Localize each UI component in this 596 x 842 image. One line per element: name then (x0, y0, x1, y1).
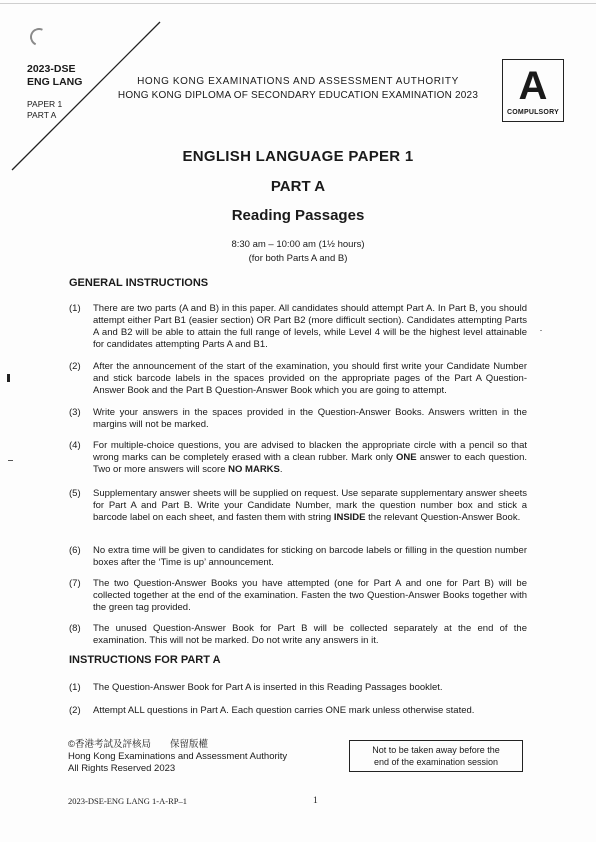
instruction-item (69, 545, 527, 569)
paper-title: ENGLISH LANGUAGE PAPER 1 (182, 148, 414, 165)
instruction-text: Attempt ALL questions in Part A. Each question carries ONE mark unless otherwise stated. (93, 705, 475, 716)
instruction-text (93, 440, 527, 476)
paper-code-subject: ENG LANG (27, 76, 83, 88)
instruction-text-part: . (279, 464, 283, 475)
instruction-item (69, 623, 527, 647)
time-range: 8:30 am – 10:00 am (1½ hours) (231, 239, 365, 250)
copyright-block (68, 739, 287, 775)
notice-line: Not to be taken away before the (372, 745, 500, 755)
instruction-number: (2) (69, 361, 81, 372)
paper-label: PAPER 1 (27, 99, 63, 109)
instruction-text: After the announcement of the start of the examination, you should first write your Candidate Number and stick barcode labels in the spaces provided on the appropriate pages of the Part A Question-Answer Book and the Part B Question-Answer Book which you are going to attempt. (93, 361, 527, 396)
instruction-item (69, 440, 527, 476)
instruction-item (69, 578, 527, 614)
paper-code-year: 2023-DSE (27, 63, 76, 75)
notice-line: end of the examination session (373, 757, 499, 767)
instruction-text-part: For multiple-choice questions, you are advised to blacken the appropriate circle with a pencil so that wrong marks can be completely erased with a clean rubber. Mark only (93, 440, 527, 463)
instruction-text (93, 488, 527, 524)
section-title: Reading Passages (231, 207, 365, 224)
instruction-item (69, 361, 527, 397)
compulsory-label: COMPULSORY (507, 109, 559, 116)
authority-block (98, 75, 498, 103)
document-code: 2023-DSE-ENG LANG 1-A-RP–1 (68, 796, 187, 806)
instruction-number: (1) (69, 682, 81, 693)
scan-mark (7, 374, 10, 382)
emphasis-no-marks: NO MARKS (228, 464, 280, 475)
exam-name: HONG KONG DIPLOMA OF SECONDARY EDUCATION EXAMINATION 2023 (117, 90, 479, 101)
instruction-item (69, 303, 527, 351)
instruction-item (69, 407, 527, 431)
general-instructions-heading: GENERAL INSTRUCTIONS (69, 277, 209, 289)
instruction-number: (1) (69, 303, 81, 314)
page-number: 1 (313, 796, 318, 806)
emphasis-inside: INSIDE (333, 512, 366, 523)
copyright-rights: All Rights Reserved 2023 (68, 763, 176, 774)
part-letter: A (518, 64, 548, 108)
instruction-number: (7) (69, 578, 81, 589)
paper-code (27, 63, 82, 89)
part-a-instruction-item (69, 705, 527, 717)
instruction-text: There are two parts (A and B) in this paper. All candidates should attempt Part A. In Part B, you should attempt either Part B1 (easier section) OR Part B2 (more difficult section). Candidates attempting Parts A and B2 will be able to attain the full range of levels, while Level 4 will be the highest level attainable for candidates attempting Parts A and B1. (93, 303, 527, 350)
instruction-number: (3) (69, 407, 81, 418)
scan-mark (540, 330, 542, 331)
instruction-number: (4) (69, 440, 81, 451)
instruction-number: (8) (69, 623, 81, 634)
exam-time (0, 238, 596, 266)
instruction-number: (6) (69, 545, 81, 556)
instruction-text: No extra time will be given to candidates for sticking on barcode labels or filling in the question number boxes after the ‘Time is up’ announcement. (93, 545, 527, 568)
take-away-notice-box (349, 740, 523, 772)
part-title: PART A (270, 178, 326, 195)
part-a-instructions-heading: INSTRUCTIONS FOR PART A (69, 654, 221, 666)
instruction-text: Write your answers in the spaces provided in the Question-Answer Books. Answers written in the margins will not be marked. (93, 407, 527, 430)
time-note: (for both Parts A and B) (248, 253, 348, 264)
compulsory-box (502, 59, 564, 122)
instruction-text-part: the relevant Question-Answer Book. (365, 512, 521, 523)
emphasis-one: ONE (396, 452, 417, 463)
instruction-text: The two Question-Answer Books you have attempted (one for Part A and one for Part B) will be collected together at the end of the examination. Fasten the two Question-Answer Books together with the green tag provided. (93, 578, 527, 613)
instruction-number: (5) (69, 488, 81, 499)
instruction-number: (2) (69, 705, 81, 716)
instruction-text: The Question-Answer Book for Part A is inserted in this Reading Passages booklet. (93, 682, 443, 693)
copyright-chinese: ©香港考試及評核局 保留版權 (68, 739, 209, 750)
authority-name: HONG KONG EXAMINATIONS AND ASSESSMENT AUTHORITY (137, 76, 459, 87)
copyright-org: Hong Kong Examinations and Assessment Authority (68, 751, 288, 762)
paper-part (27, 99, 62, 121)
instruction-text: The unused Question-Answer Book for Part B will be collected separately at the end of the examination. This will not be marked. Do not write any answers in it. (93, 623, 527, 646)
instruction-text-part: answer to each question. Two or more answers will score (93, 452, 528, 475)
part-a-instruction-item (69, 682, 527, 694)
part-label: PART A (27, 110, 57, 120)
scan-mark (8, 460, 13, 461)
instruction-text-part: Supplementary answer sheets will be supplied on request. Use separate supplementary answer sheets for Part A and Part B. Write your Candidate Number, mark the question number box and stick a barcode label on each sheet, and fasten them with string (93, 488, 527, 523)
instruction-item (69, 488, 527, 524)
